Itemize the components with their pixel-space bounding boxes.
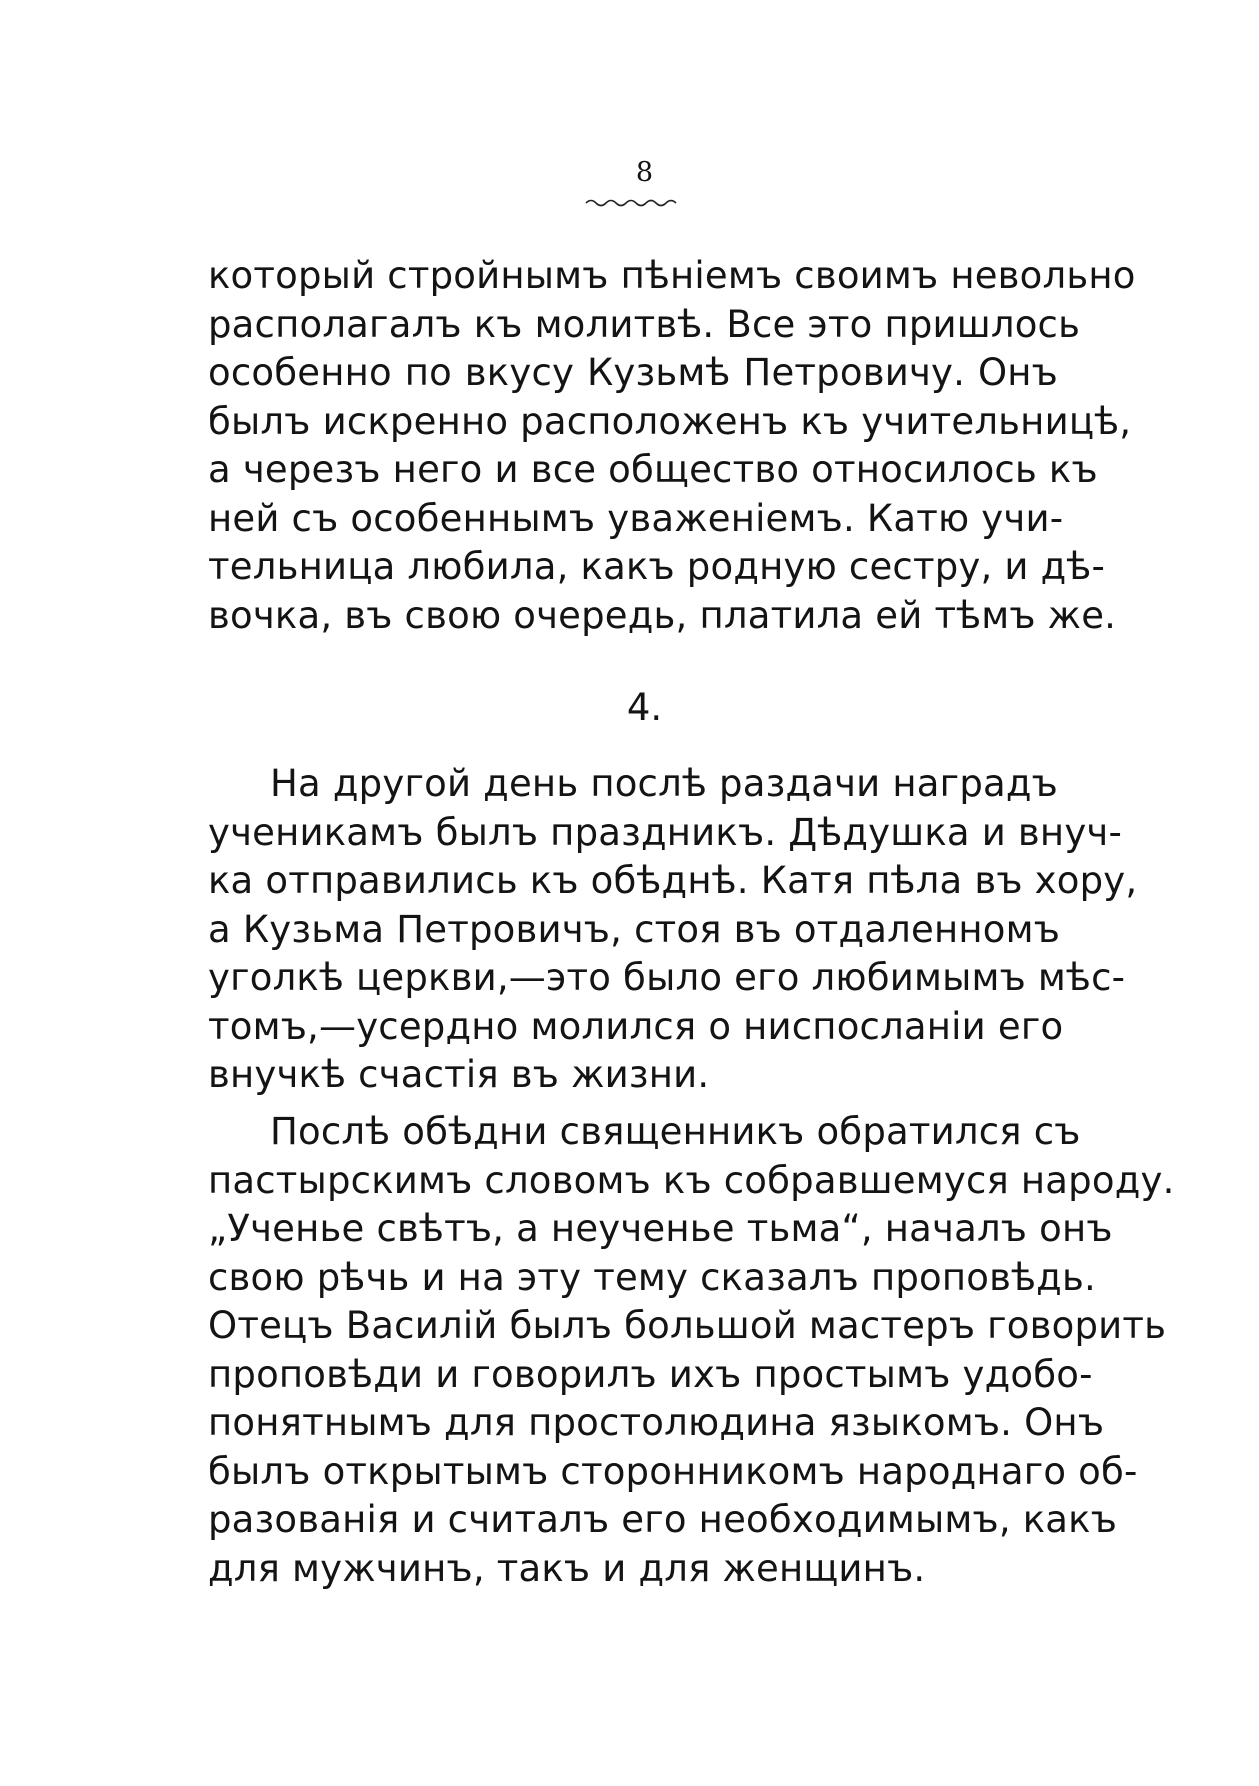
text-line: свою рѣчь и на эту тему сказалъ проповѣдь. [208,1255,1096,1299]
paragraph-continuation [208,252,1136,640]
text-line: проповѣди и говорилъ ихъ простымъ удобо- [208,1352,1093,1396]
text-line: особенно по вкусу Кузьмѣ Петровичу. Онъ [208,351,1058,394]
text-line: ней съ особеннымъ уваженіемъ. Катю учи- [208,496,1064,540]
text-line: понятнымъ для простолюдина языкомъ. Онъ [208,1401,1105,1444]
text-line: располагалъ къ молитвѣ. Все это пришлось [208,302,1081,346]
paragraph-2 [208,1108,1175,1593]
section-number: 4. [626,686,663,729]
page-number: 8 [635,157,654,188]
text-line: пастырскимъ словомъ къ собравшемуся народу. [208,1158,1175,1202]
text-line: томъ,—усердно молился о ниспосланіи его [208,1004,1064,1048]
wavy-ornament [584,196,684,210]
text-line: который стройнымъ пѣніемъ своимъ невольно [208,254,1136,297]
text-line: былъ искренно расположенъ къ учительницѣ, [208,399,1132,443]
text-line: разованія и считалъ его необходимымъ, какъ [208,1498,1118,1541]
text-line: а черезъ него и все общество относилось къ [208,448,1098,491]
text-line: уголкѣ церкви,—это было его любимымъ мѣс- [208,956,1126,999]
text-line: ка отправились къ обѣднѣ. Катя пѣла въ хору, [208,859,1138,902]
paragraph-1 [208,760,1138,1100]
text-line: На другой день послѣ раздачи наградъ [270,762,1058,805]
text-line: тельница любила, какъ родную сестру, и дѣ- [208,545,1106,588]
text-line: ученикамъ былъ праздникъ. Дѣдушка и внуч- [208,810,1123,854]
text-line: Отецъ Василій былъ большой мастеръ говорить [208,1304,1167,1347]
text-line: былъ открытымъ сторонникомъ народнаго об- [208,1449,1138,1493]
text-line: а Кузьма Петровичъ, стоя въ отдаленномъ [208,907,1061,951]
text-line: „Ученье свѣтъ, а неученье тьма“, началъ онъ [208,1207,1113,1250]
text-line: Послѣ обѣдни священникъ обратился съ [270,1110,1081,1153]
text-line: вочка, въ свою очередь, платила ей тѣмъ же. [208,593,1117,637]
text-line: для мужчинъ, такъ и для женщинъ. [208,1546,926,1590]
text-line: внучкѣ счастія въ жизни. [208,1053,710,1096]
